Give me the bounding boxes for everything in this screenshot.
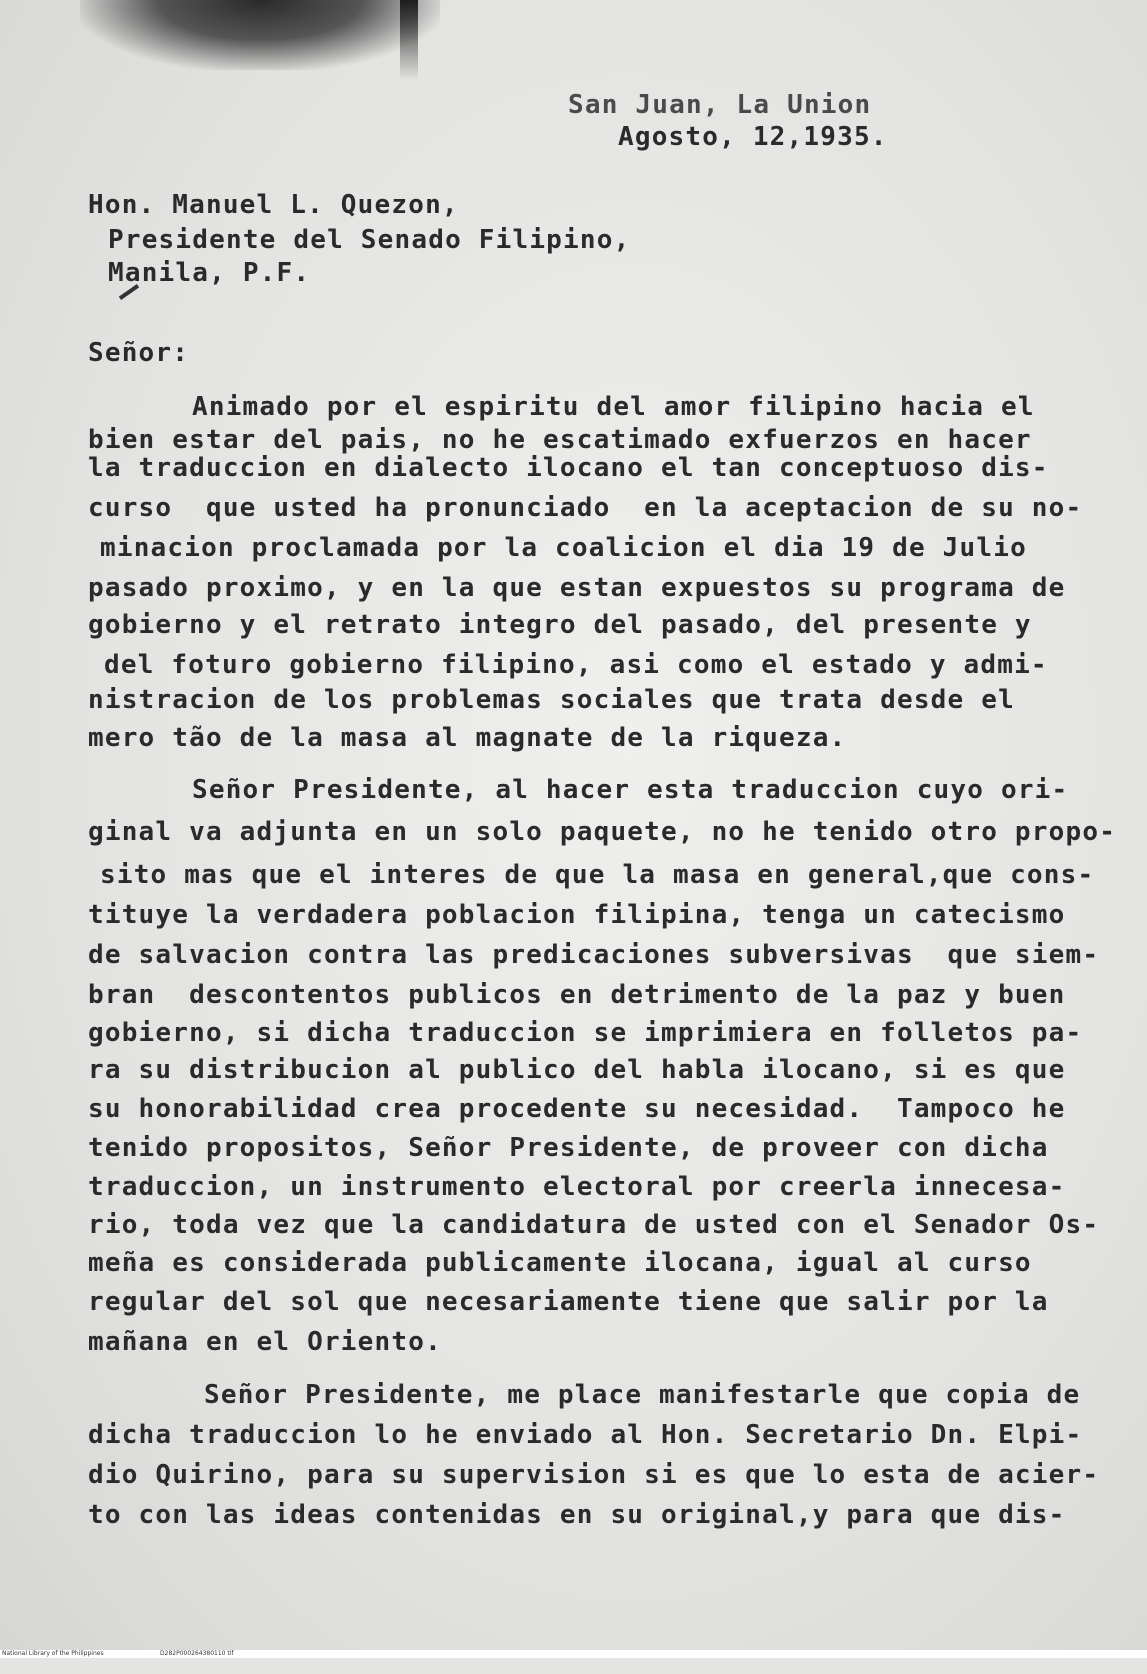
body-line: nistracion de los problemas sociales que trata desde el (88, 685, 1015, 715)
letter-date: Agosto, 12,1935. (618, 122, 888, 152)
body-line: traduccion, un instrumento electoral por creerla innecesa- (88, 1172, 1066, 1202)
body-line: gobierno, si dicha traduccion se imprimiera en folletos pa- (88, 1018, 1083, 1048)
body-line: ra su distribucion al publico del habla ilocano, si es que (88, 1055, 1066, 1085)
recipient-line: Presidente del Senado Filipino, (108, 225, 631, 255)
body-line: regular del sol que necesariamente tiene que salir por la (88, 1287, 1049, 1317)
letter-place: San Juan, La Union (568, 90, 872, 120)
body-line: mañana en el Oriento. (88, 1327, 442, 1357)
body-line: Señor Presidente, al hacer esta traduccion cuyo ori- (192, 775, 1069, 805)
body-line: ginal va adjunta en un solo paquete, no he tenido otro propo- (88, 817, 1117, 847)
body-line: Animado por el espiritu del amor filipino hacia el (192, 392, 1035, 422)
body-line: tenido propositos, Señor Presidente, de proveer con dicha (88, 1133, 1049, 1163)
scan-footer (0, 1650, 1147, 1658)
body-line: Señor Presidente, me place manifestarle que copia de (204, 1380, 1081, 1410)
body-line: tituye la verdadera poblacion filipina, tenga un catecismo (88, 900, 1066, 930)
body-line: su honorabilidad crea procedente su necesidad. Tampoco he (88, 1094, 1066, 1124)
recipient-line: Hon. Manuel L. Quezon, (88, 190, 459, 220)
body-line: mero tão de la masa al magnate de la riqueza. (88, 723, 847, 753)
body-line: meña es considerada publicamente ilocana, igual al curso (88, 1248, 1032, 1278)
salutation: Señor: (88, 338, 190, 368)
body-line: bien estar del pais, no he escatimado exfuerzos en hacer (88, 425, 1032, 455)
body-line: bran descontentos publicos en detrimento de la paz y buen (88, 980, 1066, 1010)
body-line: de salvacion contra las predicaciones subversivas que siem- (88, 940, 1100, 970)
body-line: gobierno y el retrato integro del pasado, del presente y (88, 610, 1032, 640)
body-line: minacion proclamada por la coalicion el dia 19 de Julio (100, 533, 1027, 563)
body-line: la traduccion en dialecto ilocano el tan conceptuoso dis- (88, 453, 1049, 483)
library-credit: National Library of the Philippines (2, 1650, 104, 1657)
body-line: pasado proximo, y en la que estan expuestos su programa de (88, 573, 1066, 603)
scan-shadow (80, 0, 440, 70)
body-line: rio, toda vez que la candidatura de usted con el Senador Os- (88, 1210, 1100, 1240)
body-line: del foturo gobierno filipino, asi como el estado y admi- (104, 650, 1048, 680)
scan-streak (400, 0, 418, 80)
body-line: dio Quirino, para su supervision si es que lo esta de acier- (88, 1460, 1100, 1490)
body-line: to con las ideas contenidas en su original,y para que dis- (88, 1500, 1066, 1530)
recipient-line: Manila, P.F. (108, 258, 311, 288)
body-line: sito mas que el interes de que la masa en general,que cons- (100, 860, 1095, 890)
body-line: dicha traduccion lo he enviado al Hon. Secretario Dn. Elpi- (88, 1420, 1083, 1450)
file-name: D282P000264380110 tif (160, 1650, 234, 1657)
body-line: curso que usted ha pronunciado en la aceptacion de su no- (88, 493, 1083, 523)
